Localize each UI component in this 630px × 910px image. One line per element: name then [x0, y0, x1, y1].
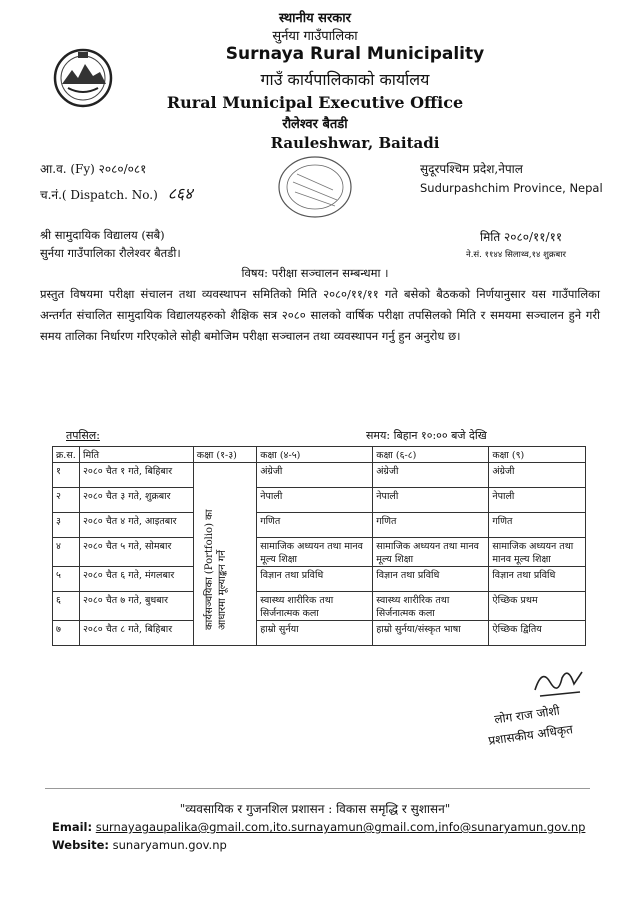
cell-class-6-8: हाम्रो सुर्नया/संस्कृत भाषा — [373, 621, 489, 646]
cell-class-9: सामाजिक अध्ययन तथा मानव मूल्य शिक्षा — [489, 538, 586, 567]
recipient-line-1: श्री सामुदायिक विद्यालय (सबै) — [40, 228, 165, 242]
cell-class-4-5: विज्ञान तथा प्रविधि — [257, 567, 373, 592]
cell-serial: ४ — [53, 538, 80, 567]
email-value[interactable]: surnayagaupalika@gmail.com,ito.surnayamun@gmail.com,info@sunaryamun.gov.np — [95, 820, 586, 834]
cell-class-9: ऐच्छिक प्रथम — [489, 592, 586, 621]
letter-date-nepal-sambat: ने.सं. ११४४ सिलाथ्व,१४ शुक्रबार — [466, 250, 566, 260]
table-row — [53, 592, 586, 621]
fiscal-year: आ.व. (Fy) २०८०/०८१ — [40, 162, 147, 176]
cell-serial: ७ — [53, 621, 80, 646]
cell-serial: १ — [53, 463, 80, 488]
header-class-4-5: कक्षा (४-५) — [257, 447, 373, 463]
header-date: मिति — [79, 447, 193, 463]
cell-class-6-8: गणित — [373, 513, 489, 538]
municipality-name-en: Surnaya Rural Municipality — [225, 44, 485, 64]
email-label: Email: — [52, 820, 93, 834]
cell-class-6-8: स्वास्थ्य शारीरिक तथा सिर्जनात्मक कला — [373, 592, 489, 621]
cell-date: २०८० चैत ३ गते, शुक्रबार — [79, 488, 193, 513]
cell-date: २०८० चैत १ गते, बिहिबार — [79, 463, 193, 488]
cell-date: २०८० चैत ७ गते, बुधबार — [79, 592, 193, 621]
exam-schedule-table — [52, 446, 586, 646]
cell-serial: ३ — [53, 513, 80, 538]
handwritten-signature — [530, 660, 590, 705]
cell-serial: ६ — [53, 592, 80, 621]
letter-body: प्रस्तुत विषयमा परीक्षा संचालन तथा व्यवस्थापन समितिको मिति २०८०/११/११ गते बसेको बैठकको निर्णयानुसार यस गाउँपालिका अन्तर्गत संचालित सामुदायिक विद्यालयहरुको शैक्षिक सत्र २०८० सालको वार्षिक परीक्षा तपसिलको मिति र समयमा सञ्चालन हुने गरी समय तालिका निर्धारण गरिएकोले सोही बमोजिम परीक्षा सञ्चालन तथा व्यवस्थापन गर्नु हुन अनुरोध छ। — [40, 287, 600, 343]
cell-class-6-8: अंग्रेजी — [373, 463, 489, 488]
website-value[interactable]: sunaryamun.gov.np — [112, 838, 227, 852]
cell-class-4-5: गणित — [257, 513, 373, 538]
cell-class-9: नेपाली — [489, 488, 586, 513]
cell-date: २०८० चैत ८ गते, बिहिबार — [79, 621, 193, 646]
place-np: रौलेश्वर बैतडी — [282, 117, 348, 132]
office-name-en: Rural Municipal Executive Office — [166, 93, 464, 112]
cell-class-4-5: नेपाली — [257, 488, 373, 513]
office-stamp — [275, 152, 355, 222]
letter-date: मिति २०८०/११/११ — [480, 230, 563, 244]
cell-class-6-8: विज्ञान तथा प्रविधि — [373, 567, 489, 592]
cell-class-9: विज्ञान तथा प्रविधि — [489, 567, 586, 592]
cell-class-6-8: नेपाली — [373, 488, 489, 513]
cell-class-4-5: अंग्रेजी — [257, 463, 373, 488]
footer-divider — [45, 788, 590, 789]
dispatch-value: ८६४ — [167, 184, 193, 203]
local-government-heading: स्थानीय सरकार — [279, 11, 351, 26]
cell-date: २०८० चैत ६ गते, मंगलबार — [79, 567, 193, 592]
office-name-np: गाउँ कार्यपालिकाको कार्यालय — [260, 70, 430, 89]
cell-class-6-8: सामाजिक अध्ययन तथा मानव मूल्य शिक्षा — [373, 538, 489, 567]
cell-class-9: गणित — [489, 513, 586, 538]
table-header-row — [53, 447, 586, 463]
table-row — [53, 488, 586, 513]
table-row — [53, 567, 586, 592]
footer-slogan: "व्यवसायिक र गुजनशिल प्रशासन : विकास समृद्धि र सुशासन" — [179, 802, 451, 816]
cell-class-4-5: सामाजिक अध्ययन तथा मानव मूल्य शिक्षा — [257, 538, 373, 567]
letter-subject: विषय: परीक्षा सञ्चालन सम्बन्धमा । — [241, 266, 389, 280]
header-serial: क्र.स. — [53, 447, 80, 463]
signatory-title: प्रशासकीय अधिकृत — [487, 722, 574, 748]
table-row — [53, 463, 586, 488]
municipality-name-np: सुर्नया गाउँपालिका — [272, 29, 358, 44]
header-class-9: कक्षा (९) — [489, 447, 586, 463]
province-np: सुदूरपश्चिम प्रदेश,नेपाल — [420, 162, 523, 176]
signatory-name: लोग राज जोशी — [493, 703, 561, 727]
recipient-line-2: सुर्नया गाउँपालिका रौलेश्वर बैतडी। — [40, 246, 181, 260]
cell-class-4-5: स्वास्थ्य शारीरिक तथा सिर्जनात्मक कला — [257, 592, 373, 621]
cell-class-9: ऐच्छिक द्वितिय — [489, 621, 586, 646]
dispatch-label: च.नं.( Dispatch. No.) — [40, 188, 158, 202]
header-class-6-8: कक्षा (६-८) — [373, 447, 489, 463]
cell-serial: ५ — [53, 567, 80, 592]
website-label: Website: — [52, 838, 109, 852]
place-en: Rauleshwar, Baitadi — [270, 134, 440, 152]
cell-serial: २ — [53, 488, 80, 513]
portfolio-vertical-text-container — [201, 490, 241, 640]
table-row — [53, 538, 586, 567]
header-class-1-3: कक्षा (१-३) — [193, 447, 256, 463]
exam-time: समय: बिहान १०:०० बजे देखि — [366, 429, 487, 442]
table-row — [53, 621, 586, 646]
details-label: तपसिल: — [66, 429, 100, 442]
cell-date: २०८० चैत ४ गते, आइतबार — [79, 513, 193, 538]
province-en: Sudurpashchim Province, Nepal — [420, 181, 603, 195]
dispatch-number — [40, 182, 193, 204]
cell-class-4-5: हाम्रो सुर्नया — [257, 621, 373, 646]
table-row — [53, 513, 586, 538]
portfolio-vertical-text: कार्यसञ्चयिका (Portfolio) का आधारमा मूल्याङ्कन गर्ने — [204, 509, 228, 630]
nepal-emblem-logo — [48, 42, 118, 112]
cell-class-9: अंग्रेजी — [489, 463, 586, 488]
cell-date: २०८० चैत ५ गते, सोमबार — [79, 538, 193, 567]
footer-website — [52, 838, 227, 852]
footer-email — [52, 820, 585, 834]
